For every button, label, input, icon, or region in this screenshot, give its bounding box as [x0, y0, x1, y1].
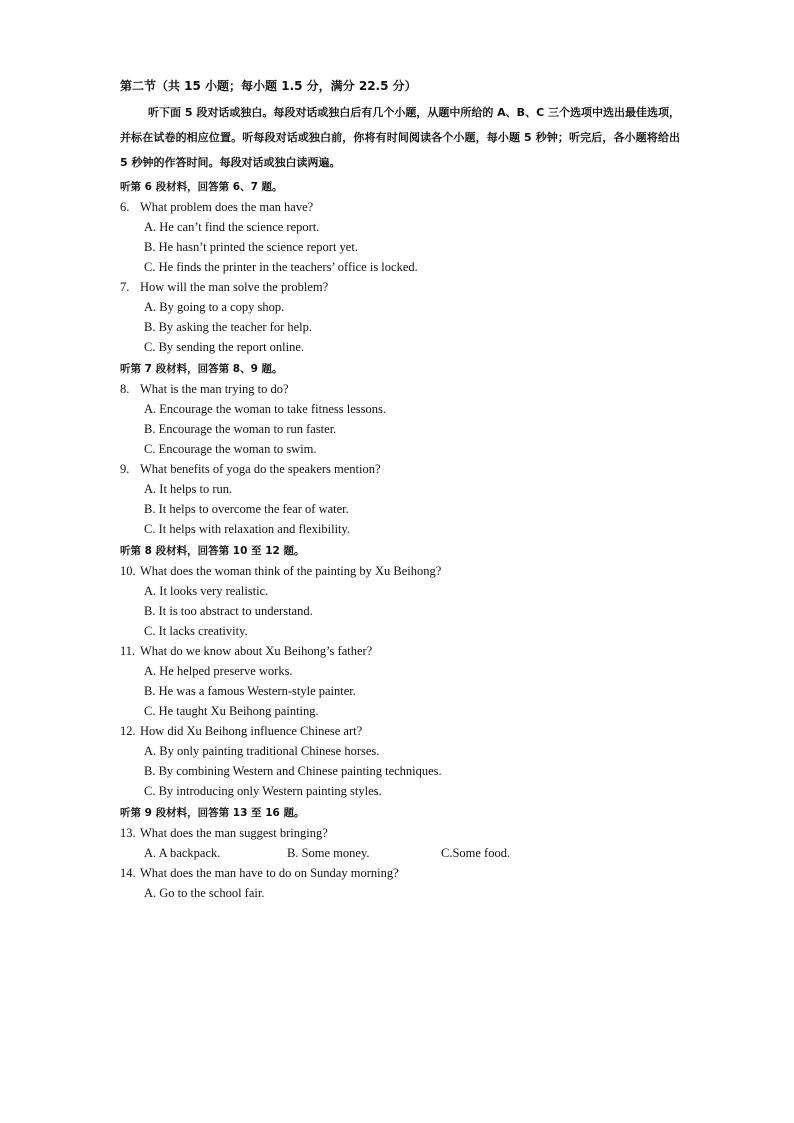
- option: B. Encourage the woman to run faster.: [144, 422, 337, 436]
- question-text: How did Xu Beihong influence Chinese art?: [140, 724, 363, 738]
- option: B. By combining Western and Chinese painting techniques.: [144, 764, 442, 778]
- question: [120, 721, 680, 741]
- question: [120, 823, 680, 843]
- option: A. He helped preserve works.: [144, 664, 293, 678]
- question-number: 7.: [120, 280, 130, 294]
- question-text: How will the man solve the problem?: [140, 280, 329, 294]
- instruction-line: 每小题 5 秒钟；听完后，各小题将给出 5 秒钟的作答时间。每段对话或独白读两遍。: [120, 131, 681, 169]
- question-number: 8.: [120, 382, 130, 396]
- question-number: 10.: [120, 564, 136, 578]
- question-number: 13.: [120, 826, 136, 840]
- group-label: 听第 8 段材料，回答第 10 至 12 题。: [120, 545, 305, 557]
- group-label: 听第 9 段材料，回答第 13 至 16 题。: [120, 807, 305, 819]
- group-label: 听第 7 段材料，回答第 8、9 题。: [120, 363, 283, 375]
- option: C. It helps with relaxation and flexibility.: [144, 522, 351, 536]
- question-text: What does the man have to do on Sunday morning?: [140, 866, 399, 880]
- option: C. It lacks creativity.: [144, 624, 248, 638]
- option: A. By going to a copy shop.: [144, 300, 285, 314]
- option: A. It helps to run.: [144, 482, 233, 496]
- option: C. He taught Xu Beihong painting.: [144, 704, 319, 718]
- option: C.Some food.: [441, 846, 511, 860]
- question-number: 9.: [120, 462, 130, 476]
- inline-options: [120, 843, 680, 863]
- option: C. Encourage the woman to swim.: [144, 442, 317, 456]
- option: B. It is too abstract to understand.: [144, 604, 313, 618]
- option: B. It helps to overcome the fear of water.: [144, 502, 349, 516]
- section-title: 第二节（共 15 小题；每小题 1.5 分，满分 22.5 分）: [120, 79, 417, 93]
- option: A. A backpack.: [144, 846, 221, 860]
- option: A. By only painting traditional Chinese horses.: [144, 744, 380, 758]
- option: A. Go to the school fair.: [144, 886, 265, 900]
- question-text: What is the man trying to do?: [140, 382, 289, 396]
- option: C. He finds the printer in the teachers’ office is locked.: [144, 260, 418, 274]
- instruction-line: 听下面 5 段对话或独白。每段对话或独白后有几个小题，从题中所给的 A、B、C 三个选: [148, 106, 581, 119]
- question-number: 11.: [120, 644, 136, 658]
- option: B. By asking the teacher for help.: [144, 320, 313, 334]
- question: [120, 277, 680, 297]
- option: B. He hasn’t printed the science report yet.: [144, 240, 358, 254]
- listening-section: [120, 76, 680, 903]
- option: A. He can’t find the science report.: [144, 220, 320, 234]
- option: C. By introducing only Western painting styles.: [144, 784, 382, 798]
- question: [120, 863, 680, 883]
- question-text: What benefits of yoga do the speakers mention?: [140, 462, 381, 476]
- option: A. Encourage the woman to take fitness lessons.: [144, 402, 386, 416]
- question: [120, 379, 680, 399]
- option: B. He was a famous Western-style painter.: [144, 684, 356, 698]
- question-number: 14.: [120, 866, 136, 880]
- question-text: What do we know about Xu Beihong’s father?: [140, 644, 373, 658]
- question-number: 6.: [120, 200, 130, 214]
- question: [120, 641, 680, 661]
- option: B. Some money.: [287, 846, 370, 860]
- instruction-line: 项中选出最佳选项，并标在试卷的相应位置。听每段对话或独白前，你将有时间阅读各个小题，: [120, 106, 680, 144]
- question-text: What does the man suggest bringing?: [140, 826, 328, 840]
- option: A. It looks very realistic.: [144, 584, 269, 598]
- question-text: What does the woman think of the painting by Xu Beihong?: [140, 564, 442, 578]
- question: [120, 459, 680, 479]
- question-text: What problem does the man have?: [140, 200, 314, 214]
- group-label: 听第 6 段材料，回答第 6、7 题。: [120, 181, 283, 193]
- question-number: 12.: [120, 724, 136, 738]
- question: [120, 561, 680, 581]
- option: C. By sending the report online.: [144, 340, 305, 354]
- section-instructions: [120, 100, 680, 175]
- question: [120, 197, 680, 217]
